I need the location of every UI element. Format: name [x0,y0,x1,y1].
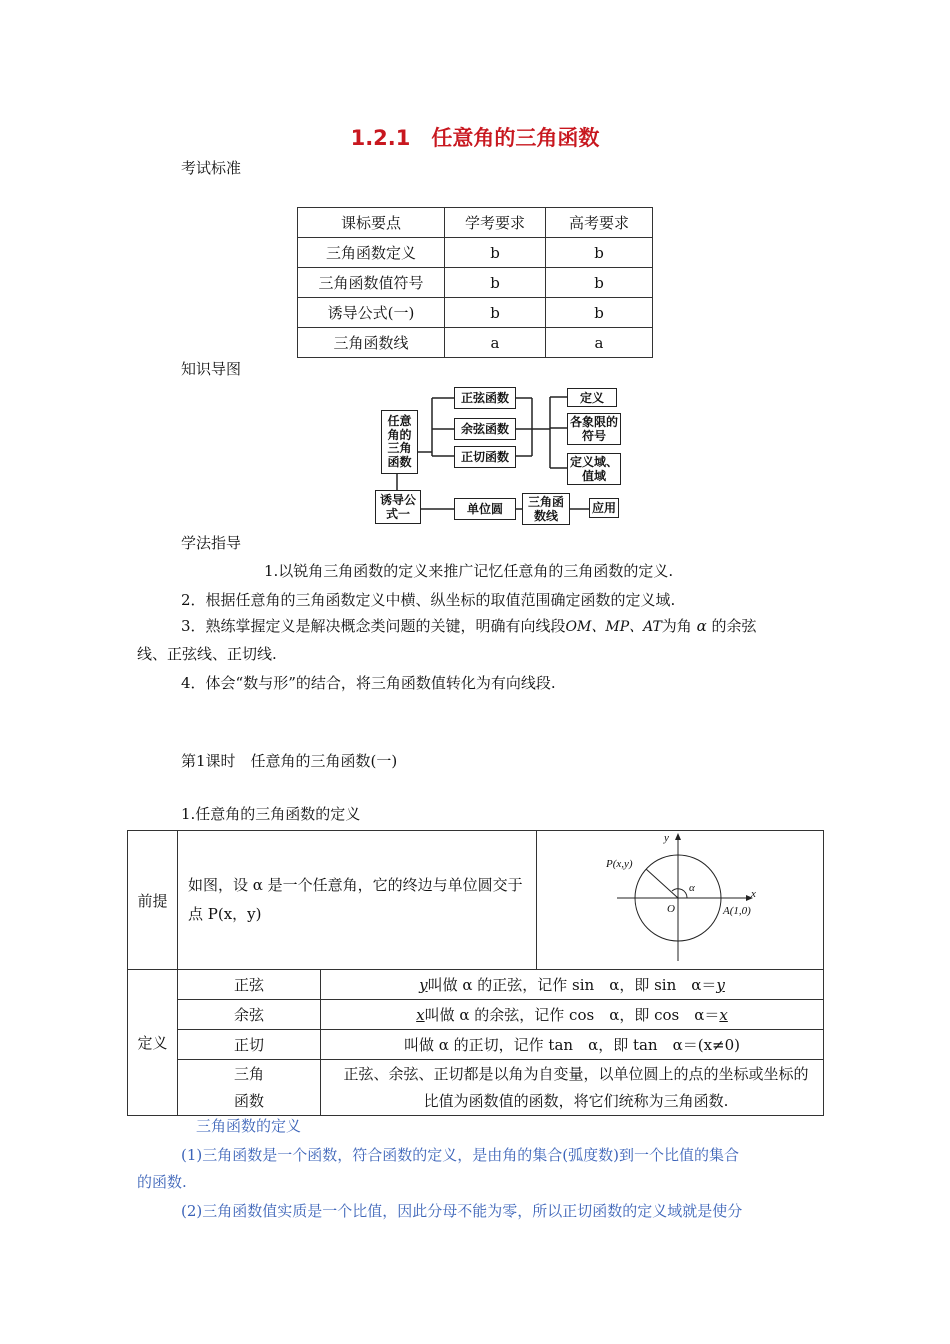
sine-definition [321,970,824,1000]
map-node-definition: 定义 [567,388,617,407]
tangent-name: 正切 [178,1030,321,1060]
map-node-cosine: 余弦函数 [454,418,516,440]
y-axis-arrow [675,833,681,840]
table-row [128,1030,824,1060]
unit-circle-diagram [537,831,823,969]
column-header: 课标要点 [298,208,445,238]
study-guide-item-3-line-2: 线、正弦线、正切线. [137,645,277,663]
premise-text: 如图，设 α 是一个任意角，它的终边与单位圆交于点 P(x，y) [188,876,523,923]
exam-standard-table [297,207,653,358]
notes-paragraph-2: (2)三角函数值实质是一个比值，因此分母不能为零，所以正切函数的定义域就是使分 [181,1202,743,1220]
table-cell: b [546,238,653,268]
map-node-application: 应用 [589,498,619,518]
lesson-subheading: 1.任意角的三角函数的定义 [181,805,361,823]
sine-var: y [419,976,428,994]
column-header: 学考要求 [445,208,546,238]
study-guide-item-3-end: 的余弦 [711,617,757,635]
trig-function-definition: 正弦、余弦、正切都是以角为自变量，以单位圆上的点的坐标或坐标的比值为函数值的函数，将它们统称为三角函数. [321,1060,824,1116]
trig-name-line-1: 三角 [233,1064,264,1083]
origin-label: O [667,903,675,915]
table-cell: 三角函数定义 [298,238,445,268]
map-node-sine: 正弦函数 [454,387,516,409]
cosine-definition [321,1000,824,1030]
trig-function-name [178,1060,321,1116]
point-a-label: A(1,0) [723,905,751,917]
cosine-var-end: x [719,1006,728,1024]
study-guide-item-3-text: 3．熟练掌握定义是解决概念类问题的关键，明确有向线段 [181,617,566,635]
table-row [298,298,653,328]
column-header: 高考要求 [546,208,653,238]
study-guide-item-2: 2．根据任意角的三角函数定义中横、纵坐标的取值范围确定函数的定义域. [181,591,676,609]
alpha-symbol: α [696,617,707,635]
x-axis-label: x [751,888,756,900]
table-row [298,268,653,298]
table-header-row [298,208,653,238]
table-cell: 三角函数值符号 [298,268,445,298]
map-node-tangent: 正切函数 [454,446,516,468]
table-cell: a [546,328,653,358]
study-guide-item-3-mid: 为角 [661,617,692,635]
sine-definition-text: 叫做 α 的正弦，记作 sin α，即 sin α＝ [427,976,717,994]
study-guide-heading: 学法指导 [181,534,242,552]
notes-paragraph-1-line-2: 的函数. [137,1173,187,1191]
definition-table [127,830,824,1116]
map-node-induction-formula: 诱导公式一 [375,490,421,524]
angle-arc [672,889,687,898]
sine-var-end: y [716,976,725,994]
map-node-domain-range: 定义域、值域 [567,453,621,485]
map-root-node: 任意角的三角函数 [381,410,418,474]
table-row [128,1060,824,1116]
table-row [298,328,653,358]
premise-row [128,831,824,970]
notes-paragraph-1: (1)三角函数是一个函数，符合函数的定义，是由角的集合(弧度数)到一个比值的集合 [181,1146,739,1164]
cosine-definition-text: 叫做 α 的余弦，记作 cos α，即 cos α＝ [424,1006,720,1024]
table-row [128,1000,824,1030]
page-title: 1.2.1 任意角的三角函数 [350,126,600,150]
map-node-unit-circle: 单位圆 [454,498,516,520]
y-axis-label: y [664,832,669,844]
table-row [298,238,653,268]
terminal-side [646,869,678,898]
table-cell: b [546,268,653,298]
premise-label: 前提 [128,831,178,970]
table-cell: b [445,268,546,298]
angle-label: α [689,882,695,894]
point-p-label: P(x,y) [606,858,633,870]
lesson-heading: 第1课时 任意角的三角函数(一) [181,752,398,770]
definition-label: 定义 [128,970,178,1116]
map-node-trig-lines: 三角函数线 [522,493,570,525]
notes-heading: 三角函数的定义 [196,1117,302,1135]
map-node-quadrant-signs: 各象限的符号 [567,413,621,445]
table-cell: b [546,298,653,328]
premise-content [178,831,824,970]
table-cell: 三角函数线 [298,328,445,358]
cosine-var: x [416,1006,425,1024]
study-guide-item-4: 4．体会“数与形”的结合，将三角函数值转化为有向线段. [181,674,556,692]
unit-circle-diagram-cell [536,831,823,969]
exam-standard-heading: 考试标准 [181,159,242,177]
study-guide-item-1: 1.以锐角三角函数的定义来推广记忆任意角的三角函数的定义. [264,562,674,580]
study-guide-item-3 [181,612,757,642]
table-cell: a [445,328,546,358]
table-cell: b [445,238,546,268]
table-cell: 诱导公式(一) [298,298,445,328]
tangent-definition [321,1030,824,1060]
directed-segments: OM、MP、AT [565,619,662,635]
table-cell: b [445,298,546,328]
trig-name-line-2: 函数 [233,1091,264,1110]
table-row [128,970,824,1000]
cosine-name: 余弦 [178,1000,321,1030]
knowledge-map-heading: 知识导图 [181,360,242,378]
sine-name: 正弦 [178,970,321,1000]
tangent-definition-text: 叫做 α 的正切，记作 tan α，即 tan α＝(x≠0) [404,1036,740,1054]
